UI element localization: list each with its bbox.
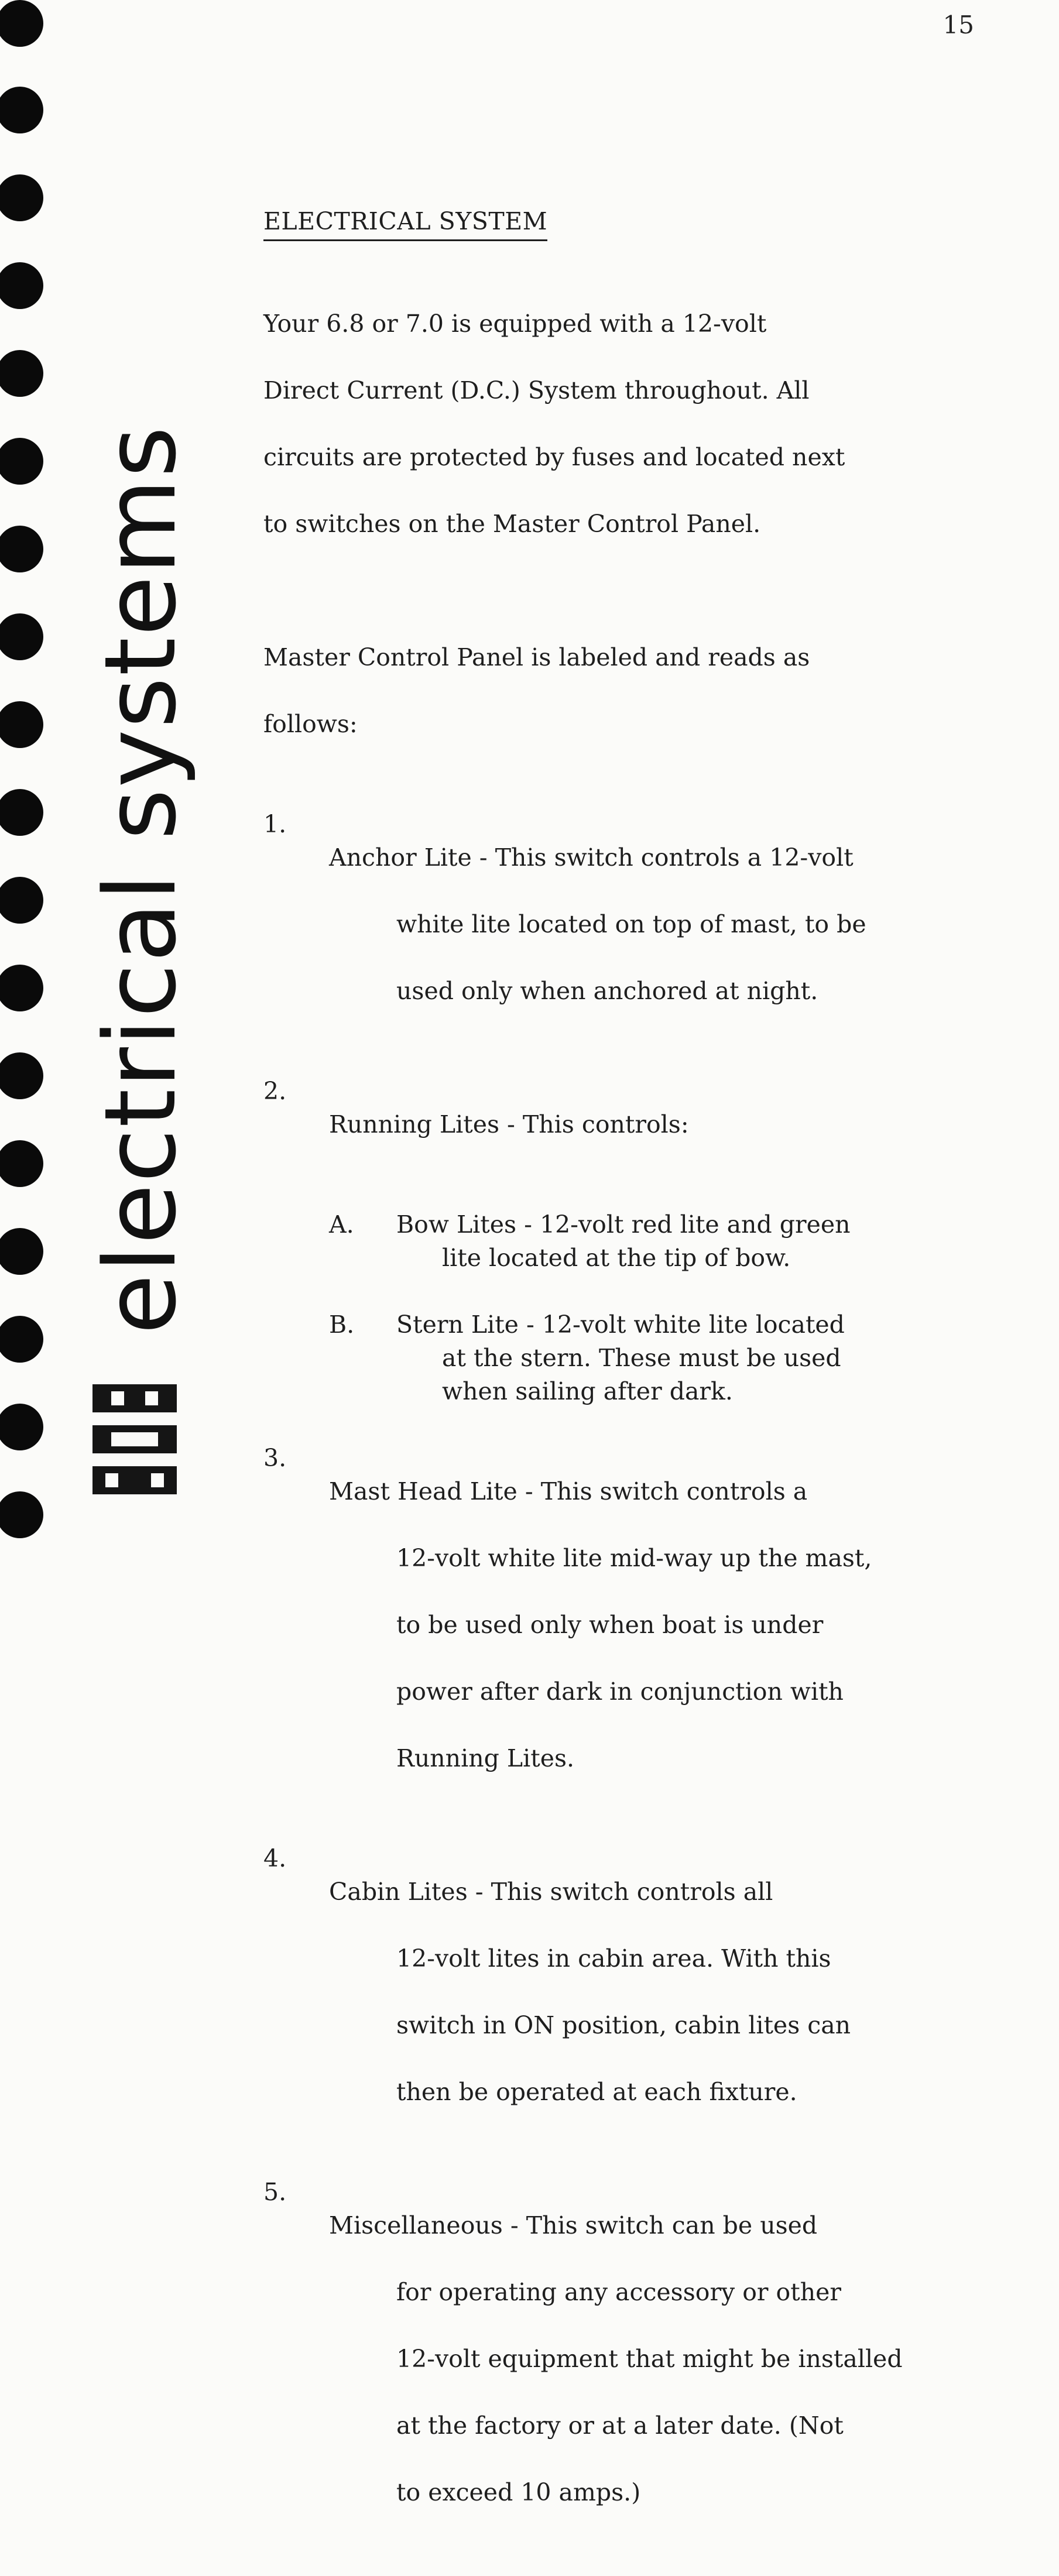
text-line: to be used only when boat is under bbox=[396, 1611, 824, 1639]
list-item-anchor-lite bbox=[263, 808, 1013, 1041]
text-line: follows: bbox=[263, 710, 358, 738]
binder-hole bbox=[0, 789, 43, 836]
text-line: Master Control Panel is labeled and reads as bbox=[263, 643, 810, 671]
text-line: Stern Lite - 12-volt white lite located bbox=[396, 1311, 845, 1339]
panel-intro-paragraph bbox=[263, 608, 1013, 774]
binder-hole bbox=[0, 1404, 43, 1450]
text-line: to exceed 10 amps.) bbox=[396, 2478, 641, 2506]
list-item-mast-head-lite bbox=[263, 1442, 1013, 1809]
sub-letter: A. bbox=[329, 1210, 354, 1239]
spine-section bbox=[83, 425, 198, 1510]
intro-paragraph bbox=[263, 274, 1013, 574]
binder-hole bbox=[0, 438, 43, 485]
text-line: lite located at the tip of bow. bbox=[442, 1244, 791, 1272]
text-line: 12-volt lites in cabin area. With this bbox=[396, 1944, 831, 1973]
list-item-cabin-lites bbox=[263, 1842, 1013, 2142]
list-number: 1. bbox=[263, 810, 287, 838]
text-line: to switches on the Master Control Panel. bbox=[263, 510, 761, 538]
binder-hole bbox=[0, 526, 43, 572]
text-line: for operating any accessory or other bbox=[396, 2278, 841, 2306]
text-line: switch in ON position, cabin lites can bbox=[396, 2011, 851, 2039]
text-line: at the factory or at a later date. (Not bbox=[396, 2412, 844, 2440]
text-line: then be operated at each fixture. bbox=[396, 2078, 797, 2106]
text-line: Mast Head Lite - This switch controls a bbox=[329, 1477, 808, 1505]
text-line: 12-volt equipment that might be installed bbox=[396, 2345, 903, 2373]
binder-hole bbox=[0, 877, 43, 924]
text-line: power after dark in conjunction with bbox=[396, 1678, 844, 1706]
sub-letter: B. bbox=[329, 1311, 355, 1339]
binder-hole bbox=[0, 613, 43, 660]
list-item-miscellaneous bbox=[263, 2176, 1013, 2543]
sub-item-stern-lite bbox=[329, 1308, 1013, 1408]
list-number: 3. bbox=[263, 1444, 287, 1472]
text-line: white lite located on top of mast, to be bbox=[396, 910, 866, 938]
binder-hole bbox=[0, 1052, 43, 1099]
binder-hole bbox=[0, 87, 43, 133]
text-line: Running Lites - This controls: bbox=[329, 1110, 689, 1138]
list-item-running-lites bbox=[263, 1075, 1013, 1175]
text-line: Anchor Lite - This switch controls a 12-volt bbox=[329, 843, 854, 872]
binder-hole bbox=[0, 0, 43, 47]
text-line: Your 6.8 or 7.0 is equipped with a 12-volt bbox=[263, 310, 767, 338]
binder-hole bbox=[0, 1140, 43, 1187]
binder-hole bbox=[0, 262, 43, 309]
text-line: Cabin Lites - This switch controls all bbox=[329, 1878, 773, 1906]
text-line: Miscellaneous - This switch can be used bbox=[329, 2211, 818, 2239]
text-line: Running Lites. bbox=[396, 1744, 575, 1772]
binder-hole bbox=[0, 701, 43, 748]
list-number: 5. bbox=[263, 2178, 287, 2206]
manual-content bbox=[263, 205, 1013, 2576]
text-line: circuits are protected by fuses and located next bbox=[263, 443, 845, 471]
sub-item-bow-lites bbox=[329, 1208, 1013, 1275]
binder-holes bbox=[0, 0, 47, 1567]
binder-hole bbox=[0, 174, 43, 221]
list-number: 2. bbox=[263, 1077, 287, 1105]
text-line: 12-volt white lite mid-way up the mast, bbox=[396, 1544, 872, 1572]
brand-logo-icon bbox=[88, 1378, 181, 1501]
text-line: when sailing after dark. bbox=[442, 1377, 733, 1405]
binder-hole bbox=[0, 965, 43, 1011]
section-heading: ELECTRICAL SYSTEM bbox=[263, 205, 547, 241]
binder-hole bbox=[0, 350, 43, 397]
text-line: Direct Current (D.C.) System throughout. All bbox=[263, 376, 810, 404]
section-title-vertical: electrical systems bbox=[83, 425, 198, 1335]
list-number: 4. bbox=[263, 1844, 287, 1872]
page-number: 15 bbox=[943, 11, 974, 39]
text-line: Bow Lites - 12-volt red lite and green bbox=[396, 1210, 851, 1239]
binder-hole bbox=[0, 1316, 43, 1363]
binder-hole bbox=[0, 1228, 43, 1275]
text-line: at the stern. These must be used bbox=[442, 1344, 841, 1372]
text-line: used only when anchored at night. bbox=[396, 977, 818, 1005]
binder-hole bbox=[0, 1491, 43, 1538]
